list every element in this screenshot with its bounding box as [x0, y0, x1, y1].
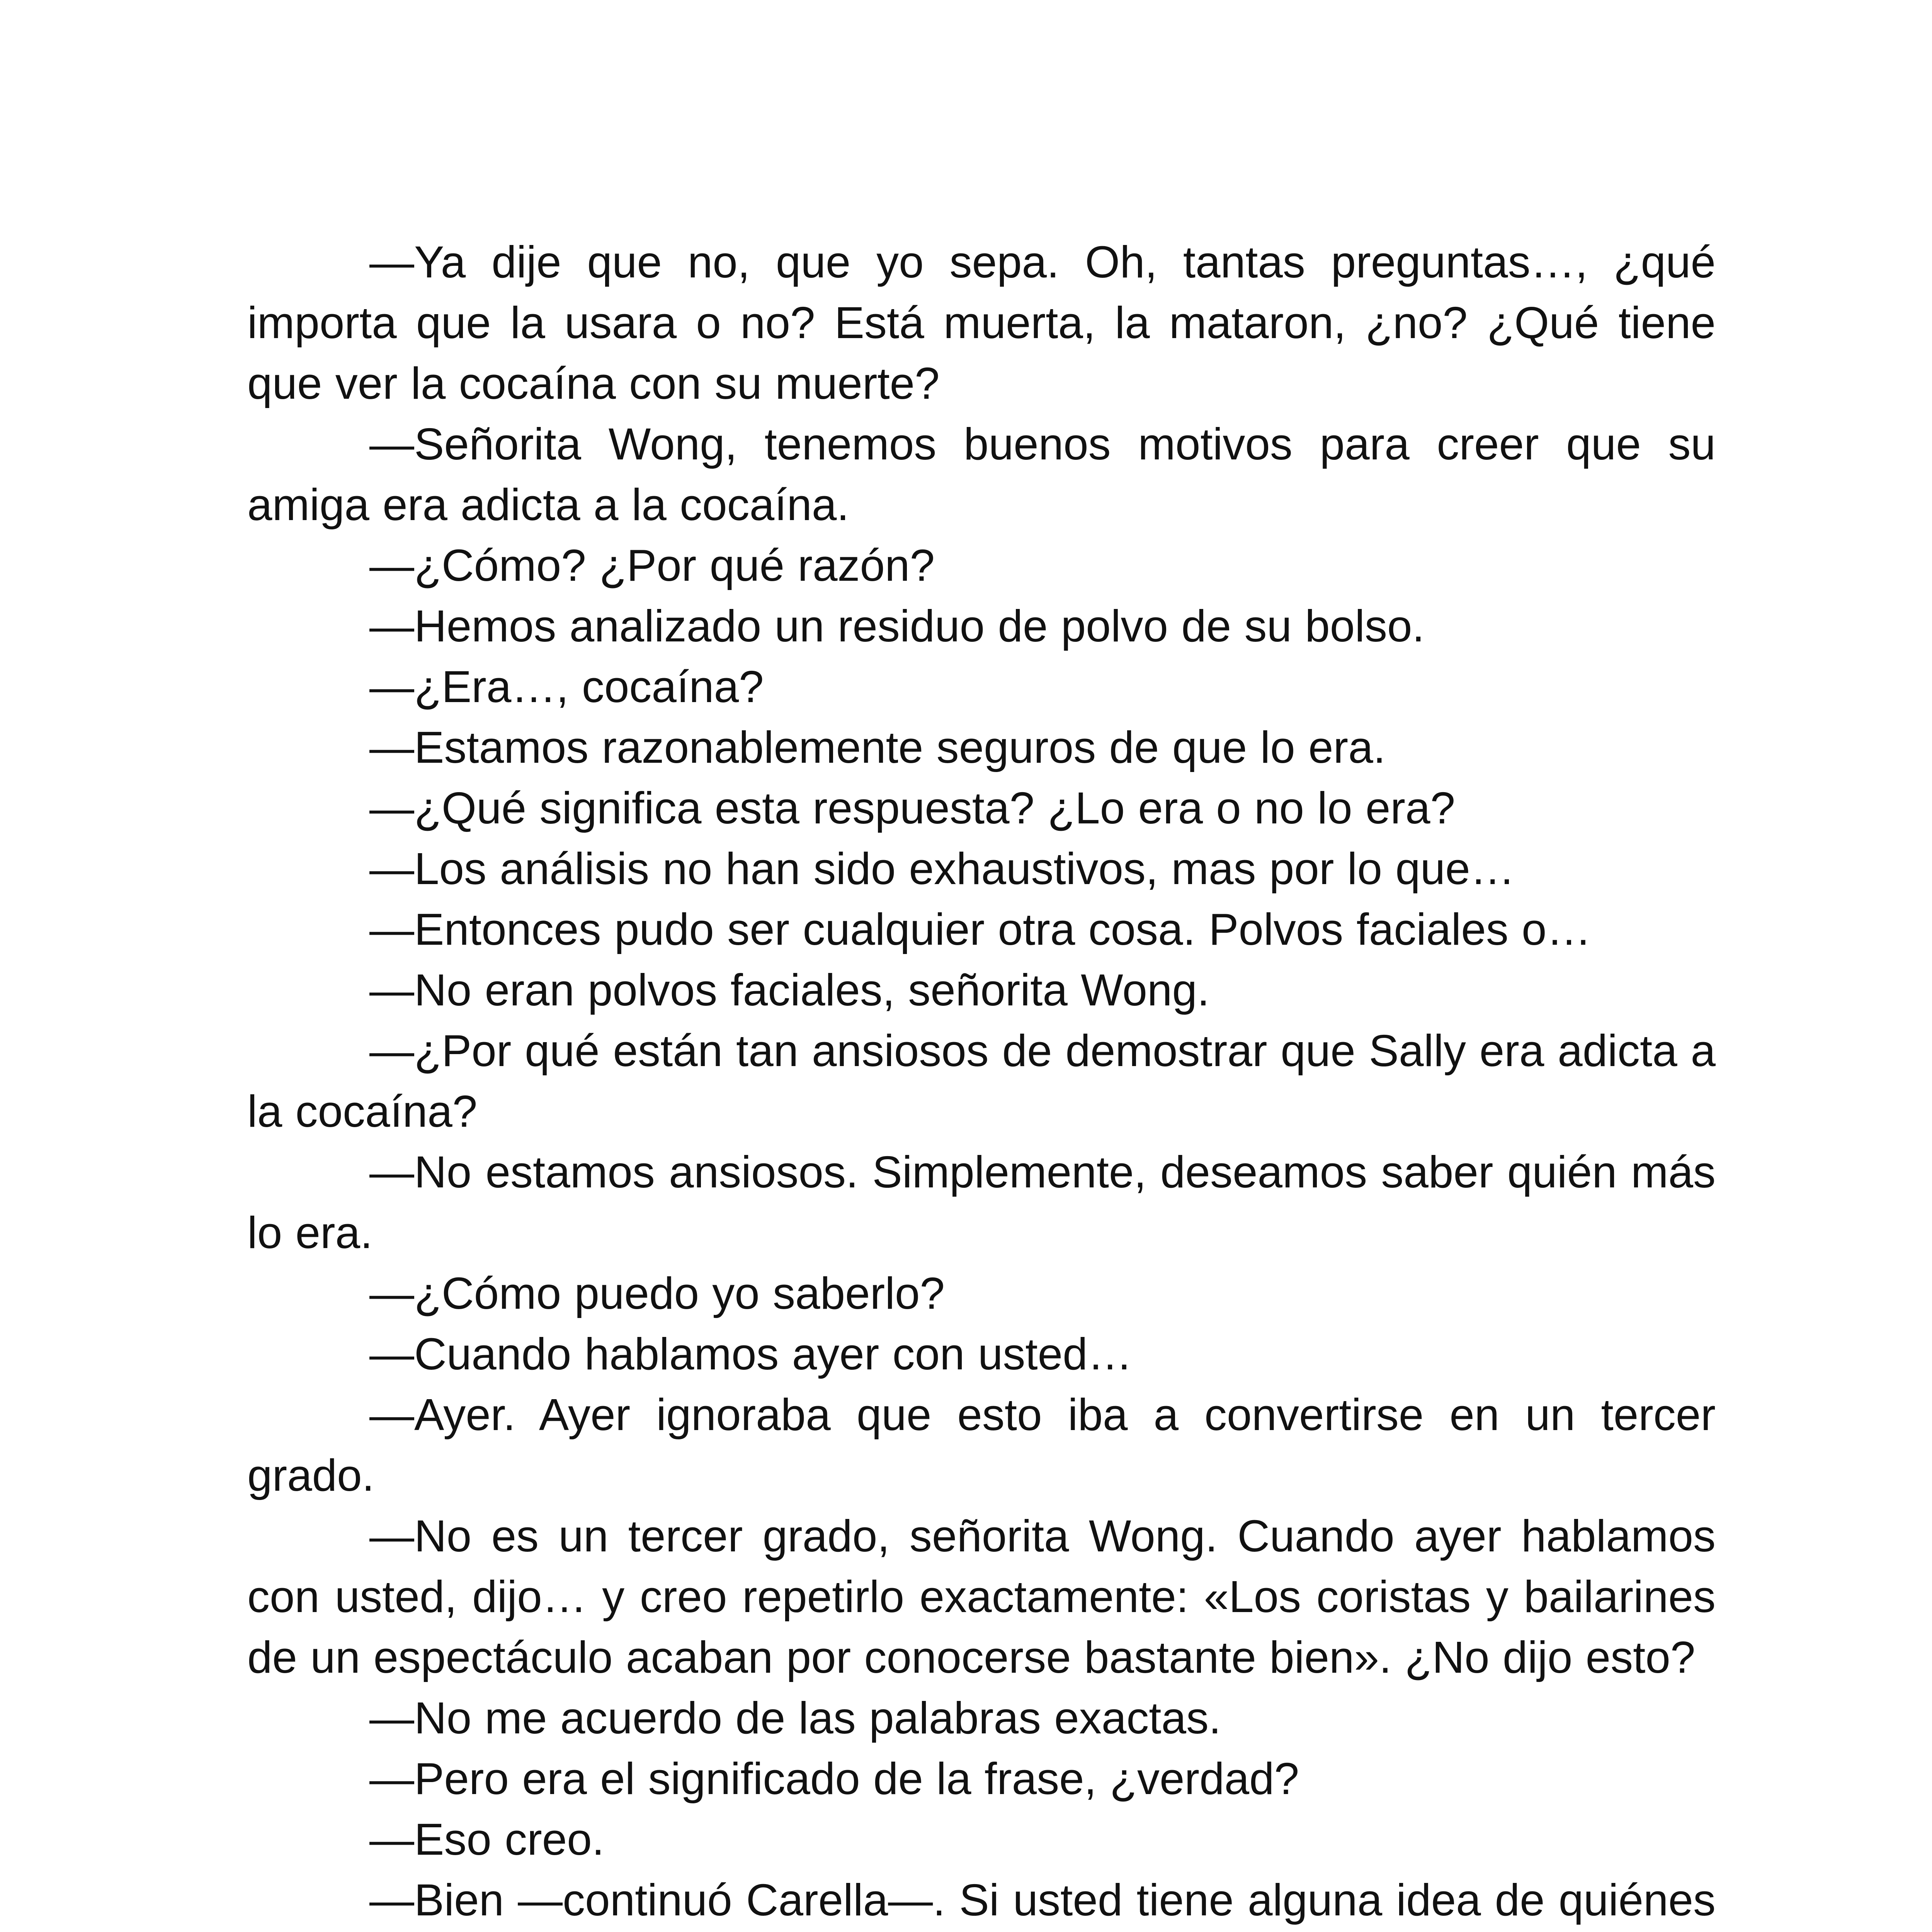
page-body-text [247, 232, 1716, 1932]
paragraph: —No me acuerdo de las palabras exactas. [369, 1693, 1221, 1743]
paragraph: —Los análisis no han sido exhaustivos, mas por lo que… [369, 844, 1515, 894]
paragraph: —¿Cómo? ¿Por qué razón? [369, 540, 935, 590]
paragraph: —Eso creo. [369, 1814, 604, 1864]
paragraph: —¿Por qué están tan ansiosos de demostrar que Sally era adicta a la cocaína? [247, 1026, 1716, 1136]
paragraph: —Hemos analizado un residuo de polvo de su bolso. [369, 601, 1425, 651]
paragraph: —Señorita Wong, tenemos buenos motivos para creer que su amiga era adicta a la cocaína. [247, 419, 1716, 530]
paragraph: —Estamos razonablemente seguros de que lo era. [369, 722, 1386, 772]
paragraph: —No estamos ansiosos. Simplemente, deseamos saber quién más lo era. [247, 1147, 1716, 1258]
paragraph: —Pero era el significado de la frase, ¿verdad? [369, 1753, 1299, 1804]
paragraph: —Bien —continuó Carella—. Si usted tiene alguna idea de quiénes [369, 1875, 1716, 1925]
paragraph: —Ya dije que no, que yo sepa. Oh, tantas preguntas…, ¿qué importa que la usara o no? Está muerta, la mataron, ¿no? ¿Qué tiene que ver la cocaína con su muerte? [247, 237, 1716, 408]
paragraph: —No es un tercer grado, señorita Wong. Cuando ayer hablamos con usted, dijo… y creo repetirlo exactamente: «Los coristas y bailarines de un espectáculo acaban por conocerse bastante bien». ¿No dijo esto? [247, 1511, 1716, 1682]
paragraph: —Cuando hablamos ayer con usted… [369, 1329, 1133, 1379]
paragraph: —Entonces pudo ser cualquier otra cosa. Polvos faciales o… [369, 904, 1592, 954]
paragraph: —No eran polvos faciales, señorita Wong. [369, 965, 1210, 1015]
paragraph: —Ayer. Ayer ignoraba que esto iba a convertirse en un tercer grado. [247, 1389, 1716, 1500]
paragraph: —¿Qué significa esta respuesta? ¿Lo era o no lo era? [369, 783, 1455, 833]
paragraph: —¿Cómo puedo yo saberlo? [369, 1268, 945, 1318]
paragraph: —¿Era…, cocaína? [369, 662, 764, 712]
